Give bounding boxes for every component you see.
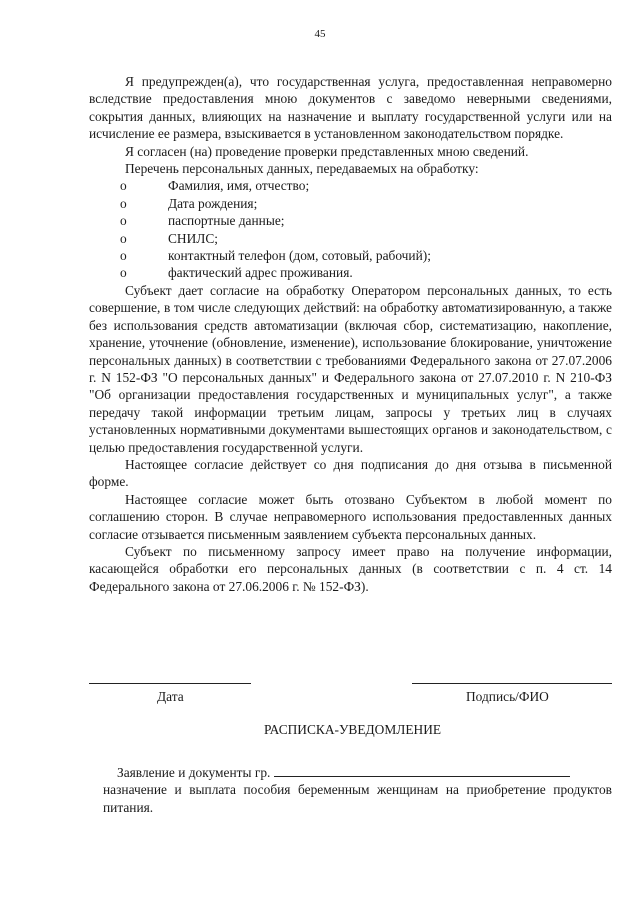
validity-paragraph: Настоящее согласие действует со дня подписания до дня отзыва в письменной форме. bbox=[89, 456, 612, 490]
list-item-text: фактический адрес проживания. bbox=[168, 265, 353, 281]
receipt-body bbox=[103, 764, 612, 816]
bullet-icon: o bbox=[120, 265, 127, 281]
bullet-icon: o bbox=[120, 195, 127, 211]
bullet-icon: o bbox=[120, 178, 127, 194]
date-line bbox=[89, 683, 251, 684]
receipt-title: РАСПИСКА-УВЕДОМЛЕНИЕ bbox=[263, 722, 442, 737]
information-right-paragraph: Субъект по письменному запросу имеет право на получение информации, касающейся обработки его персональных данных (в соответствии с п. 4 ст. 14 Федерального закона от 27.06.2006 г. № 152-ФЗ). bbox=[89, 543, 612, 594]
receipt-first-line bbox=[103, 764, 612, 781]
list-item bbox=[89, 177, 612, 194]
document-body bbox=[89, 73, 612, 595]
date-label: Дата bbox=[157, 689, 184, 704]
bullet-icon: o bbox=[120, 213, 127, 229]
signature-row bbox=[0, 683, 640, 723]
signature-label: Подпись/ФИО bbox=[466, 689, 549, 704]
list-item-text: паспортные данные; bbox=[168, 213, 285, 229]
page-number: 45 bbox=[314, 28, 326, 40]
list-item-text: СНИЛС; bbox=[168, 230, 219, 246]
list-item bbox=[89, 230, 612, 247]
subject-consent-paragraph: Субъект дает согласие на обработку Оператором персональных данных, то есть совершение, в том числе следующих действий: на обработку автоматизированную, а также без использования средств автоматизации (включая сбор, систематизацию, накопление, хранение, уточнение (обновление, изменение), использование блокирование, уничтожение персональных данных) в соответствии с требованиями Федерального закона от 27.07.2006 г. N 152-ФЗ "О персональных данных" и Федерального закона от 27.07.2010 г. N 210-ФЗ "Об организации предоставления государственных и муниципальных услуг", а также передачу такой информации третьим лицам, запросы у третьих лиц в случаях установленных нормативными документами вышестоящих органов и законодательством, с целью предоставления государственной услуги. bbox=[89, 282, 612, 455]
list-item bbox=[89, 195, 612, 212]
list-item bbox=[89, 212, 612, 229]
list-item-text: Фамилия, имя, отчество; bbox=[168, 178, 310, 194]
consent-check-paragraph: Я согласен (на) проведение проверки представленных мною сведений. bbox=[125, 143, 529, 159]
list-item-text: контактный телефон (дом, сотовый, рабочий); bbox=[168, 248, 431, 264]
signature-line bbox=[412, 683, 612, 684]
list-item bbox=[89, 264, 612, 281]
receipt-purpose: назначение и выплата пособия беременным женщинам на приобретение продуктов питания. bbox=[103, 782, 612, 815]
list-intro-paragraph: Перечень персональных данных, передаваемых на обработку: bbox=[125, 161, 479, 177]
list-item bbox=[89, 247, 612, 264]
warning-paragraph: Я предупрежден(а), что государственная услуга, предоставленная неправомерно вследствие предоставления мною документов с заведомо неверными сведениями, сокрытия данных, влияющих на назначение и выплату государственной услуги или на исчисление ее размера, взыскивается в установленном законодательством порядке. bbox=[89, 74, 612, 142]
receipt-prefix: Заявление и документы гр. bbox=[117, 765, 271, 780]
applicant-name-field[interactable] bbox=[274, 764, 570, 777]
bullet-icon: o bbox=[120, 248, 127, 264]
personal-data-list bbox=[89, 177, 612, 281]
bullet-icon: o bbox=[120, 230, 127, 246]
revocation-paragraph: Настоящее согласие может быть отозвано Субъектом в любой момент по соглашению сторон. В случае неправомерного использования предоставленных данных согласие отзывается письменным заявлением субъекта персональных данных. bbox=[89, 491, 612, 542]
list-item-text: Дата рождения; bbox=[168, 195, 258, 211]
